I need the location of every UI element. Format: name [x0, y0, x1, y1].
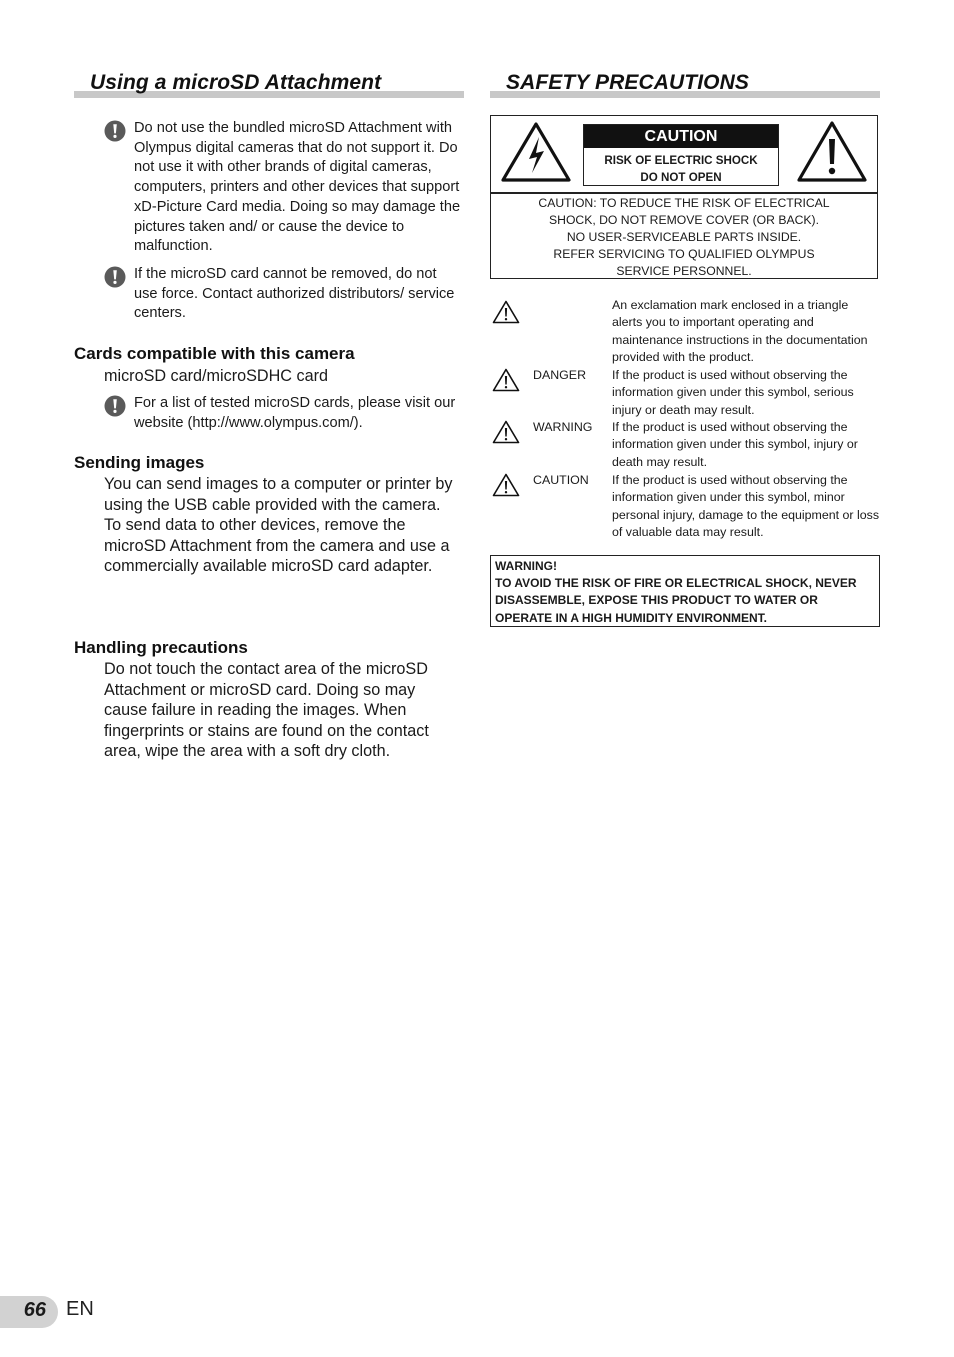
symbol-description: If the product is used without observing the information given under this symbol, injury or death may result.: [612, 420, 858, 469]
warning-triangle-icon: [796, 120, 868, 184]
caution-badge: [583, 124, 779, 186]
handling-text: Do not touch the contact area of the microSD Attachment or microSD card. Doing so may cause failure in reading the images. When fingerprints or stains are found on the contact area, wipe the area with a soft dry cloth.: [104, 660, 429, 760]
caution-divider: [491, 192, 877, 194]
exclamation-circle-icon: [104, 266, 126, 288]
sending-text: You can send images to a computer or printer by using the USB cable provided with the camera. To send data to other devices, remove the microSD Attachment from the camera and use a commercially available microSD card adapter.: [104, 475, 453, 575]
symbol-row: [490, 419, 880, 471]
caution-badge-line: DO NOT OPEN: [640, 171, 722, 184]
left-section-heading: [74, 70, 464, 98]
language-code: EN: [66, 1298, 94, 1320]
cards-heading: Cards compatible with this camera: [74, 344, 355, 363]
caution-line: REFER SERVICING TO QUALIFIED OLYMPUS: [553, 247, 815, 261]
warning-triangle-icon: [492, 300, 520, 324]
warning-triangle-icon: [492, 420, 520, 444]
symbol-description: If the product is used without observing the information given under this symbol, serious injury or death may result.: [612, 368, 854, 417]
warning-text: TO AVOID THE RISK OF FIRE OR ELECTRICAL SHOCK, NEVER DISASSEMBLE, EXPOSE THIS PRODUCT TO WATER OR OPERATE IN A HIGH HUMIDITY ENVIRONMENT.: [495, 576, 857, 625]
note-text: If the microSD card cannot be removed, do not use force. Contact authorized distributors/ service centers.: [134, 266, 455, 322]
caution-line: SERVICE PERSONNEL.: [616, 264, 752, 278]
exclamation-circle-icon: [104, 395, 126, 417]
note-text: For a list of tested microSD cards, please visit our website (http://www.olympus.com/).: [134, 395, 456, 431]
cards-text: microSD card/microSDHC card: [104, 367, 328, 385]
caution-line: SHOCK, DO NOT REMOVE COVER (OR BACK).: [549, 213, 819, 227]
symbol-description: An exclamation mark enclosed in a triangle alerts you to important operating and maintenance instructions in the documentation provided with the product.: [612, 298, 868, 364]
caution-line: NO USER-SERVICEABLE PARTS INSIDE.: [566, 230, 802, 244]
warning-title: WARNING!: [495, 559, 557, 573]
sending-heading: Sending images: [74, 453, 205, 472]
symbol-label: CAUTION: [533, 473, 589, 487]
warning-box: [490, 555, 880, 627]
page-number-tab: [0, 1296, 58, 1328]
caution-badge-title: CAUTION: [584, 125, 778, 148]
caution-badge-subtitle: [584, 152, 778, 186]
right-section-heading: [490, 70, 880, 98]
note-text: Do not use the bundled microSD Attachment with Olympus digital cameras that do not support it. Do not use it with other brands of digital cameras, computers, printers and other devices that support xD-Picture Card media. Doing so may damage the pictures taken and/ or cause the device to malfunction.: [134, 120, 461, 255]
caution-badge-line: RISK OF ELECTRIC SHOCK: [604, 154, 758, 167]
caution-lines: [491, 195, 877, 280]
caution-line: CAUTION: TO REDUCE THE RISK OF ELECTRICAL: [538, 196, 830, 210]
exclamation-circle-icon: [104, 120, 126, 142]
section-title: Using a microSD Attachment: [90, 71, 382, 94]
section-title: SAFETY PRECAUTIONS: [506, 71, 749, 94]
warning-triangle-icon: [492, 368, 520, 392]
electric-shock-triangle-icon: [500, 121, 572, 183]
caution-box: [490, 115, 878, 279]
symbol-row: [490, 472, 880, 542]
symbol-label: WARNING: [533, 420, 593, 434]
symbol-row: [490, 367, 880, 419]
handling-heading: Handling precautions: [74, 638, 248, 657]
page-number: 66: [23, 1299, 46, 1321]
symbol-label: DANGER: [533, 368, 587, 382]
symbol-row: [490, 297, 880, 367]
warning-triangle-icon: [492, 473, 520, 497]
symbol-description: If the product is used without observing the information given under this symbol, minor personal injury, damage to the equipment or loss of valuable data may result.: [612, 473, 880, 539]
